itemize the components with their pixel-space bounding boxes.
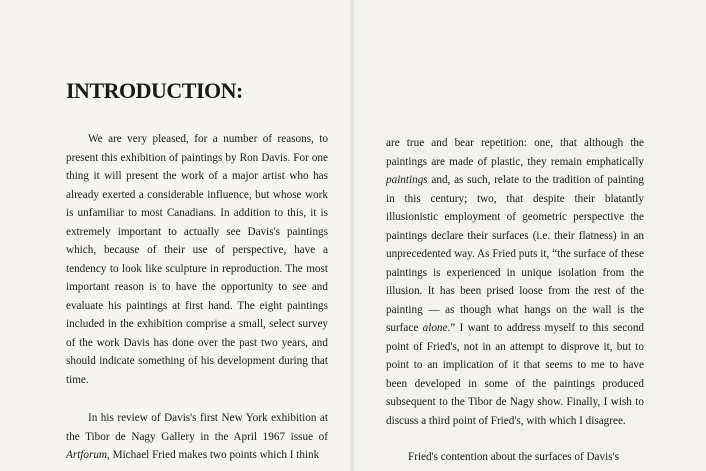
paragraph-text: and, as such, relate to the tradition of painting in this century; two, that despite their blatantly illusionistic employment of geometric perspective the paintings declare their surfaces (i.e. their flatness) in an unprecedented way. As Fried puts it, “the surface of these paintings is experienced in unique isolation from the illusion. It has been prised loose from the rest of the painting — as though what hangs on the wall is the surface [386, 174, 644, 334]
paragraph-text: In his review of Davis's first New York exhibition at the Tibor de Nagy Gallery in the April 1967 issue of [66, 412, 328, 443]
emphasis-text: paintings [386, 174, 428, 186]
emphasis-text: alone [422, 322, 448, 334]
right-column [386, 134, 644, 467]
book-gutter [350, 0, 354, 471]
paragraph-contention: Fried's contention about the surfaces of Davis's [408, 451, 619, 463]
paragraph-review [66, 409, 328, 465]
paragraph-text: .” I want to address myself to this second point of Fried's, not in an attempt to disprove it, but to point to an implication of it that seems to me to have been developed in some of the paintings produced subsequent to the Tibor de Nagy show. Finally, I wish to discuss a third point of Fried's, with which I disagree. [386, 322, 645, 427]
paragraph-intro: We are very pleased, for a number of reasons, to present this exhibition of paintings by Ron Davis. For one thing it will present the work of a major artist who has already exerted a considerable influence, but whose work is unfamiliar to most Canadians. In addition to this, it is extremely important to actually see Davis's paintings which, because of their use of perspective, have a tendency to look like sculpture in reproduction. The most important reason is to have the opportunity to see and evaluate his paintings at first hand. The eight paintings included in the exhibition comprise a small, select survey of the work Davis has done over the past two years, and should indicate something of his development during that time. [66, 133, 328, 386]
paragraph-text: are true and bear repetition: one, that although the paintings are made of plastic, they remain emphatically [386, 137, 644, 168]
journal-title: Artforum [66, 449, 108, 461]
page-heading: INTRODUCTION: [66, 78, 243, 103]
paragraph-continued [386, 134, 644, 430]
left-column [66, 130, 328, 465]
paragraph-text: , Michael Fried makes two points which I think [107, 449, 320, 461]
